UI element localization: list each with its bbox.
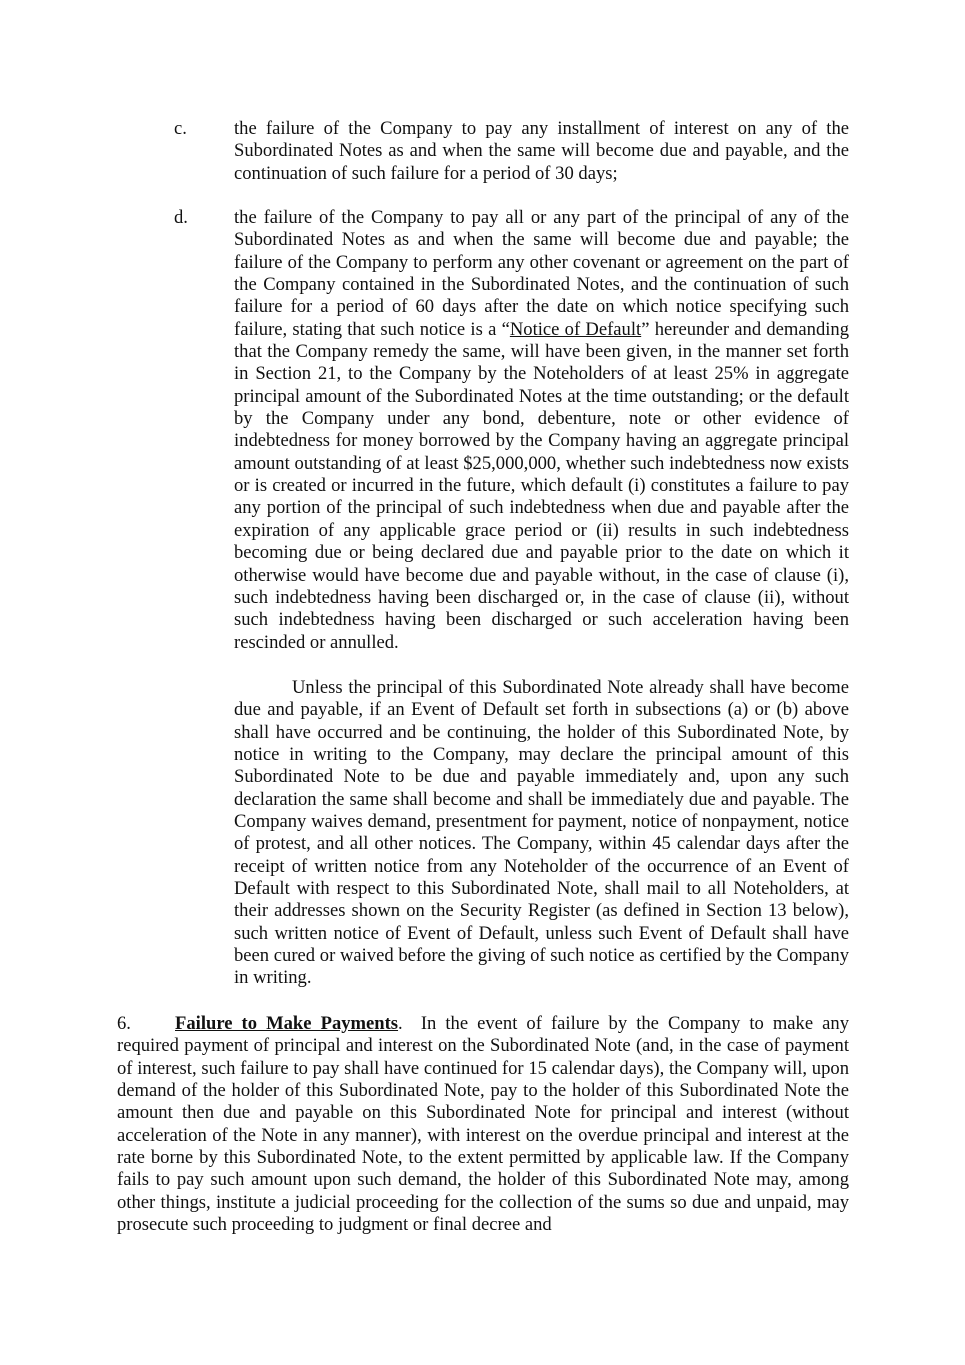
section-6-number: 6. (117, 1013, 131, 1034)
defined-term-notice-of-default: Notice of Default (509, 318, 642, 340)
section-6-heading-punct: . (398, 1013, 403, 1034)
list-item-c (174, 118, 849, 185)
list-marker-d: d. (174, 207, 188, 228)
section-6-heading: Failure to Make Payments (175, 1013, 399, 1034)
acceleration-paragraph: Unless the principal of this Subordinated Note already shall have become due and payable, if an Event of Default set forth in subsections (a) or (b) above shall have occurred and be continuing, the holder of this Subordinated Note, by notice in writing to the Company, may declare the principal amount of this Subordinated Note to be due and payable immediately and, upon any such declaration the same shall become and shall be immediately due and payable. The Company waives demand, presentment for payment, notice of nonpayment, notice of protest, and all other notices. The Company, within 45 calendar days after the receipt of written notice from any Noteholder of the occurrence of an Event of Default with respect to this Subordinated Note, shall mail to all Noteholders, at their addresses shown on the Security Register (as defined in Section 13 below), such written notice of Event of Default, unless such Event of Default shall have been cured or waived before the giving of such notice as certified by the Company in writing. (234, 677, 849, 989)
section-6-body: In the event of failure by the Company to make any required payment of principal and interest on the Subordinated Note (and, in the case of payment of interest, such failure to pay shall have continued for 15 calendar days), the Company will, upon demand of the holder of this Subordinated Note, pay to the holder of this Subordinated Note the amount then due and payable on this Subordinated Note for principal and interest (without acceleration of the Note in any manner), with interest on the overdue principal and interest at the rate borne by this Subordinated Note, to the extent permitted by applicable law. If the Company fails to pay such amount upon such demand, the holder of this Subordinated Note may, among other things, institute a judicial proceeding for the collection of the sums so due and unpaid, may prosecute such proceeding to judgment or final decree and (117, 1013, 849, 1236)
list-item-d-text-before: the failure of the Company to pay all or any part of the principal of any of the Subordinated Notes as and when the same will become due and payable; the failure of the Company to perform any other covenant or agreement on the part of the Company contained in the Subordinated Notes, and the continuation of such failure for a period of 60 days after the date on which notice specifying such failure, stating that such notice is a “ (234, 207, 849, 340)
list-item-d (174, 207, 849, 654)
list-item-d-text-after: ” hereunder and demanding that the Company remedy the same, will have been given, in the manner set forth in Section 21, to the Company by the Noteholders of at least 25% in aggregate principal amount of the Subordinated Notes at the time outstanding; or the default by the Company under any bond, debenture, note or other evidence of indebtedness for money borrowed by the Company having an aggregate principal amount outstanding of at least $25,000,000, whether such indebtedness now exists or is created or incurred in the future, which default (i) constitutes a failure to pay any portion of the principal of such indebtedness when due and payable after the expiration of any applicable grace period or (ii) results in such indebtedness becoming due or being declared due and payable prior to the date on which it otherwise would have become due and payable without, in the case of clause (i), such indebtedness having been discharged or, in the case of clause (ii), without such indebtedness having been discharged or such acceleration having been rescinded or annulled. (234, 318, 850, 653)
list-item-c-text: the failure of the Company to pay any installment of interest on any of the Subordinated Notes as and when the same will become due and payable, and the continuation of such failure for a period of 30 days; (234, 118, 849, 184)
list-marker-c: c. (174, 118, 187, 139)
section-6 (117, 1013, 849, 1236)
list-item-d-text (234, 207, 849, 654)
